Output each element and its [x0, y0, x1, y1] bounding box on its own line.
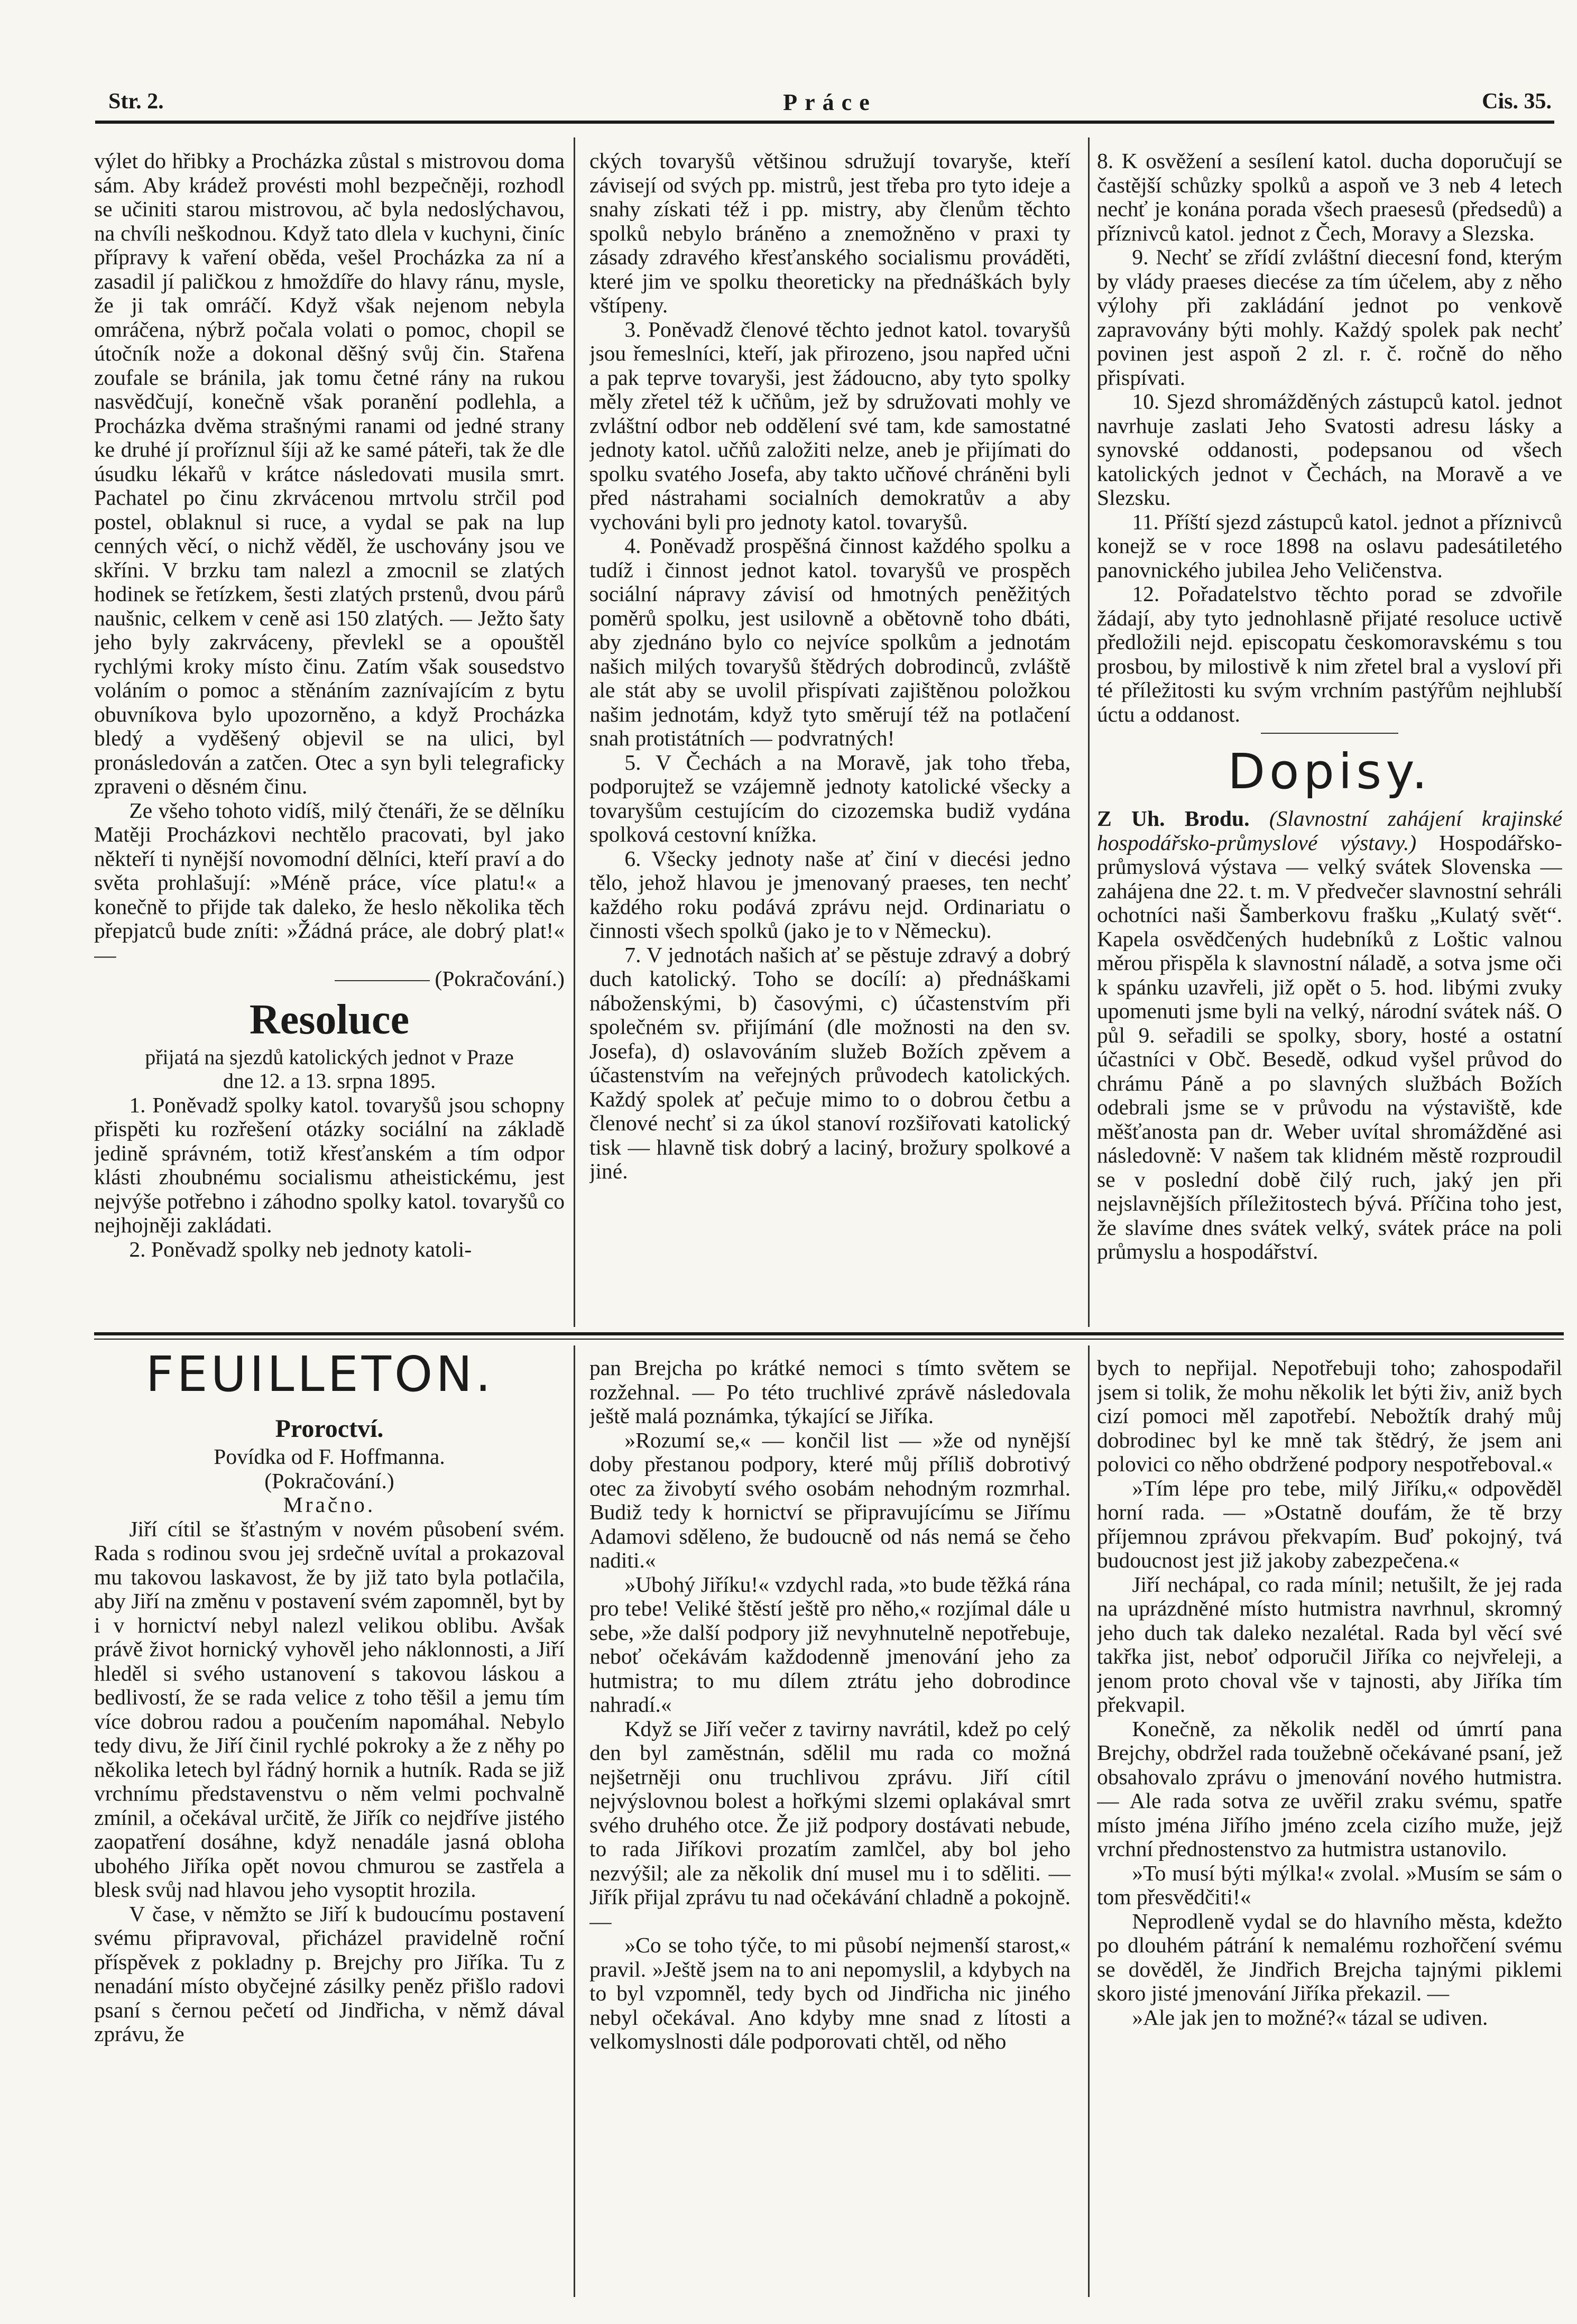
column-divider-1 — [574, 137, 575, 1327]
resolution-2: 2. Poněvadž spolky neb jednoty katoli- — [129, 1237, 472, 1261]
story-title: Proroctví. — [275, 1415, 384, 1443]
story-paragraph-8: bych to nepřijal. Nepotřebuji toho; zahospodařil jsem si tolik, že mohu několik let býti živ, aniž bych cizí pomoci měl zapotřebí. Nebožtík drahý můj dobrodinec byl ke mně tak štědrý, že jsem ani polovici co něho obdržené podpory nespotřeboval.« — [1097, 1356, 1562, 1476]
issue-number: Cis. 35. — [1482, 89, 1552, 114]
story-paragraph-4: »Rozumí se,« — končil list — »že od nynější doby přestanou podpory, které můj příliš dobrotivý otec za živobytí svého osobám nehodným rozmrhal. Budiž tedy k hornictví se připravujícímu se Jiřímu Adamovi sděleno, že budoucně od nás nemá se čeho naditi.« — [589, 1427, 1071, 1572]
column-3 — [1097, 149, 1562, 1331]
resolution-9: 9. Nechť se zřídí zvláštní diecesní fond, kterým by vlády praeses diecése za tím účelem, aby z něho výlohy při zakládání jednot po venkově zapravovány býti mohly. Každý spolek pak nechť povinen jest aspoň 2 zl. r. č. ročně do něho přispívati. — [1097, 245, 1562, 390]
feuilleton-divider-2 — [1088, 1345, 1090, 2297]
story-paragraph-2: V čase, v němžto se Jiří k budoucímu postavení svému připravoval, přicházel pravidelně roční příspěvek z pokladny p. Brejchy pro Jiříka. Tu z nenadání místo obyčejné zásilky peněz přišlo radovi psaní s černou pečetí od Jindřicha, v němž dával zprávu, že — [94, 1901, 565, 2046]
chapter-title: Mračno. — [283, 1492, 376, 1517]
story-author: Povídka od F. Hoffmanna. — [214, 1444, 445, 1469]
resoluce-subtitle-2: dne 12. a 13. srpna 1895. — [223, 1069, 436, 1093]
column-2 — [589, 149, 1071, 1331]
resolution-5: 5. V Čechách a na Moravě, jak toho třeba, podporujtež se vzájemně jednoty katolické všecky a tovaryšům cestujícím do cizozemska budiž vydána spolková cestovní knížka. — [589, 750, 1071, 846]
header-rule — [95, 121, 1554, 124]
resolution-4: 4. Poněvadž prospěšná činnost každého spolku a tudíž i činnost jednot katol. tovaryšů ve prospěch sociální nápravy závisí od hmotných peněžitých poměrů spolku, jest usilovně a obětovně toho dbáti, aby zjednáno bylo co nejvíce spolkům a jednotám našich milých tovaryšů štědrých dobrodinců, zvláště ale stát aby se uvolil přispívati zajištěnou položkou našim jednotám, když tyto směrují též na potlačení snah protistátních — podvratných! — [589, 533, 1071, 750]
column-divider-2 — [1088, 137, 1090, 1327]
story-paragraph-3: pan Brejcha po krátké nemoci s tímto světem se rozžehnal. — Po této truchlivé zprávě následovala ještě malá poznámka, týkající se Jiříka. — [589, 1356, 1071, 1428]
resolution-8: 8. K osvěžení a sesílení katol. ducha doporučují se častější schůzky spolků a aspoň ve 3 neb 4 letech nechť je konána porada všech praesesů (předsedů) a příznivců katol. jednot z Čech, Moravy a Slezska. — [1097, 149, 1562, 245]
story-paragraph-13: Neprodleně vydal se do hlavního města, kdežto po dlouhém pátrání k nemalému rozhořčení svému se dověděl, že Jindřich Brejcha tajnými piklemi skoro jisté jmenování Jiříka překazil. — — [1097, 1908, 1562, 2005]
resolution-11: 11. Příští sjezd zástupců katol. jednot a příznivců konejž se v roce 1898 na oslavu padesátiletého panovnického jubilea Jeho Veličenstva. — [1097, 509, 1562, 582]
newspaper-title: Práce — [783, 89, 877, 115]
crime-story-moral: Ze všeho tohoto vidíš, milý čtenáři, že se dělníku Matěji Procházkovi nechtělo pracovati, byl jako někteří ti nynější novomodní dělníci, kteří praví a do světa prohlašují: »Méně práce, více platu!« a konečně to přijde tak daleko, že heslo několika těch přepjatců bude zníti: »Žádná práce, ale dobrý plat!« — — [94, 798, 565, 967]
resolution-1: 1. Poněvadž spolky katol. tovaryšů jsou schopny přispěti ku rozřešení otázky sociální na základě jedině správném, totiž křesťanském a tím odpor klásti zhoubnému socialismu atheistickému, jest nejvýše potřebno i záhodno spolky katol. tovaryšů co nejhojněji zakládati. — [94, 1092, 565, 1237]
resolution-2-continued: ckých tovaryšů většinou sdružují tovaryše, kteří závisejí od svých pp. mistrů, jest třeba pro tyto ideje a snahy získati též i pp. mistry, aby členům těchto spolků nebylo bráněno a znemožněno v praxi ty zásady zdravého křesťanského socialismu prováděti, které jim ve spolku theoreticky na přednáškách byly vštípeny. — [589, 149, 1071, 317]
story-paragraph-10: Jiří nechápal, co rada mínil; netušilt, že jej rada na uprázdněné místo hutmistra navrhnul, skromný jeho duch tak daleko nezalétal. Rada byl věcí své takřka jist, neboť odporučil Jiříka co nejvřeleji, a jenom proto choval vše v tajnosti, aby Jiříka tím překvapil. — [1097, 1572, 1562, 1717]
dopis-uh-brod: Z Uh. Brodu. (Slavnostní zahájení krajinské hospodářsko-průmyslové výstavy.) Hospodářsko-průmyslová výstava — velký svátek Slovenska — zahájena dne 22. t. m. V předvečer slavnostní sehráli ochotníci naši Šamberkovu frašku „Kulatý svět“. Kapela osvědčených hudebníků z Loštic valnou měrou přispěla k slavnostní náladě, a sotva jsme oči k spánku uzavřeli, již opět o 5. hod. libými zvuky upomenuti jsme byli na velký, národní svátek náš. O půl 9. seřadili se spolky, sbory, hosté a ostatní účastníci v Obč. Besedě, odkud vyšel průvod do chrámu Páně a po slavných službách Božích odebrali jsme se v průvodu na výstaviště, kde měšťanosta pan dr. Weber uvítal shromážděné asi následovně: V našem tak klidném městě rozproudil se v poslední době čilý ruch, jaký jen při nejslavnějších příležitostech bývá. Příčina toho jest, že slavíme dnes svátek velký, svátek práce na poli průmyslu a hospodářství. — [1097, 806, 1562, 1264]
feuilleton-rule-thin — [94, 1339, 1564, 1340]
resolution-12: 12. Pořadatelstvo těchto porad se zdvořile žádají, aby tyto jednohlasně přijaté resoluce uctivě předložili nejd. episcopatu českomoravskému s tou prosbou, by milostivě k nim zřetel bral a vysloví při té příležitosti ku svým vrchním pastýřům nejhlubší úctu a oddanost. — [1097, 582, 1562, 726]
column-1 — [94, 149, 565, 1331]
feuilleton-rule — [94, 1332, 1564, 1335]
story-paragraph-11: Konečně, za několik neděl od úmrtí pana Brejchy, obdržel rada toužebně očekávané psaní, jež obsahovalo zprávu o jmenování nového hutmistra. — Ale rada sotva ze uvěřil zraku svému, spatře místo jména Jiřího jméno zcela cizího muže, jejž vrchní přednostenstvo za hutmistra ustanovilo. — [1097, 1716, 1562, 1861]
story-continued: (Pokračování.) — [264, 1468, 394, 1493]
resolution-3: 3. Poněvadž členové těchto jednot katol. tovaryšů jsou řemeslníci, kteří, jak přirozeno, jsou napřed učni a pak teprve tovaryši, jest žádoucno, aby tyto spolky měly zřetel též k učňům, jež by sdružovati mohly ve zvláštní odbor neb oddělení své tam, kde samostatné jednoty katol. učňů založiti nelze, aneb je přijímati do spolku svatého Josefa, aby takto učňové chráněni byli před nástrahami socialních demokratův a aby vychováni byli pro jednoty katol. tovaryšů. — [589, 317, 1071, 534]
resoluce-subtitle-1: přijatá na sjezdů katolických jednot v Praze — [145, 1045, 514, 1069]
story-paragraph-14: »Ale jak jen to možné?« tázal se udiven. — [1132, 2005, 1488, 2030]
story-paragraph-9: »Tím lépe pro tebe, milý Jiříku,« odpověděl horní rada. — »Ostatně doufám, že tě brzy příjemnou zprávou překvapím. Buď pokojný, tvá budoucnost jest již jakoby zabezpečena.« — [1097, 1475, 1562, 1572]
feuilleton-divider-1 — [574, 1345, 575, 2297]
story-paragraph-6: Když se Jiří večer z tavirny navrátil, kdež po celý den byl zaměstnán, sdělil mu rada co možná nejšetrněji onu truchlivou zprávu. Jiří cítil nejvýslovnou bolest a hořkými slzemi oplakával smrt svého druhého otce. Že již podpory dostávati nebude, to rada Jiříkovi prozatím zamlčel, aby bol jeho nezvýšil; ale za několik dní musel mu i to sděliti. — Jiřík přijal zprávu tu nad očekávání chladně a pokojně. — — [589, 1716, 1071, 1933]
resolution-7: 7. V jednotách našich ať se pěstuje zdravý a dobrý duch katolický. Toho se docílí: a) přednáškami náboženskými, b) časovými, c) účastenstvím při společném sv. přijímání (dle možnosti na den sv. Josefa), d) oslavováním služeb Božích zpěvem a účastenstvím na veřejných průvodech katolických. Každý spolek ať pečuje mimo to o dobrou četbu a členové nechť si za úkol stanoví rozšiřovati katolický tisk — hlavně tisk dobrý a laciný, brožury spolkové a jiné. — [589, 942, 1071, 1183]
story-paragraph-7: »Co se toho týče, to mi působí nejmenší starost,« pravil. »Ještě jsem na to ani nepomyslil, a kdybych na to byl vzpomněl, tedy bych od Jindřicha nic jiného nebyl očekával. Ano kdyby mne snad z lítosti a velkomyslnosti dále podporovati chtěl, od něho — [589, 1933, 1071, 2053]
story-paragraph-1: Jiří cítil se šťastným v novém působení svém. Rada s rodinou svou jej srdečně uvítal a prokazoval mu takovou laskavost, že by již tato byla potlačila, aby Jiří na změnu v postavení svém zapomněl, byt by i v hornictví nebyl nalezl velikou oblibu. Avšak právě život hornický vyhověl jeho náklonnosti, a Jiří hleděl si svého ustanovení s takovou láskou a bedlivostí, že se rada velice z toho těšil a jemu tím více dobrou radou a poučením napomáhal. Nebylo tedy divu, že Jiří činil rychlé pokroky a že z něhy po několika letech byl řádný hornik a hutník. Rada se již vrchnímu představenstvu o něm velmi pochvalně zmínil, a očekával určitě, že Jiřík co nejdříve jistého zaopatření dosáhne, když nenadále jasná obloha ubohého Jiříka opět novou chmurou se zastřela a blesk svůj nad hlavou jeho vysoptit hrozila. — [94, 1516, 565, 1902]
feuilleton-column-1 — [94, 1409, 565, 2318]
feuilleton-heading: FEUILLETON. — [145, 1346, 494, 1403]
feuilleton-column-2 — [589, 1356, 1071, 2318]
story-paragraph-5: »Ubohý Jiříku!« vzdychl rada, »to bude těžká rána pro tebe! Veliké štěstí ještě pro něho,« rozjímal dále u sebe, »že další podpory již nevyhnutelně nepotřebuje, neboť očekávám každodenně jmenování jeho za hutmistra; to mu dílem ztrátu jeho dobrodince nahradí.« — [589, 1572, 1071, 1717]
section-rule — [1261, 733, 1398, 734]
crime-story-text: výlet do hřibky a Procházka zůstal s mistrovou doma sám. Aby krádež provésti mohl bezpečněji, rozhodl se učiniti starou mistrovou, ač byla nedoslýchavou, na chvíli neškodnou. Když tato dlela v kuchyni, činíc přípravy k vaření oběda, vešel Procházka za ní a zasadil jí paličkou z hmoždíře do hlavy ránu, mysle, že ji tak omráčí. Když však nejenom nebyla omráčena, nýbrž počala volati o pomoc, chopil se útočník nože a dokonal děšný svůj čin. Stařena zoufale se bránila, jak tomu četné rány na rukou nasvědčují, konečně však poranění podlehla, a Procházka dvěma strašnými ranami od jedné strany ke druhé jí proříznul šíji až ke samé páteři, tak že dle úsudku lékařů v krátce následovati musila smrt. Pachatel po činu zkrvácenou mrtvolu strčil pod postel, oblaknul si ruce, a vydal se pak na lup cenných věcí, o nichž věděl, že uschovány jsou ve skříni. V brzku tam nalezl a zmocnil se zlatých hodinek se řetízkem, šesti zlatých prstenů, dvou párů naušnic, celkem v ceně asi 150 zlatých. — Ježto šaty jeho byly zakrváceny, převlekl se a opouštěl rychlými kroky místo činu. Zatím však sousedstvo voláním o pomoc a stěnáním zaznívajícím z bytu obuvníkova bylo upozorněno, a když Procházka bledý a vyděšený objevil se na ulici, byl pronásledován a zatčen. Otec a syn byli telegraficky zpraveni o děsném činu. — [94, 149, 565, 798]
continued-note: (Pokračování.) — [94, 967, 565, 991]
resoluce-title: Resoluce — [249, 996, 410, 1043]
resolution-10: 10. Sjezd shromážděných zástupců katol. jednot navrhuje zaslati Jeho Svatosti adresu lásky a synovské oddanosti, podepsanou od všech katolických jednot v Čechách, na Moravě a ve Slezsku. — [1097, 389, 1562, 510]
page-number: Str. 2. — [108, 89, 164, 114]
resolution-6: 6. Všecky jednoty naše ať činí v diecési jedno tělo, jehož hlavou je jmenovaný praeses, ten nechť každého roku podává zprávu nejd. Ordinariatu o činnosti všech spolků (jako je to v Německu). — [589, 846, 1071, 943]
dopisy-heading: Dopisy. — [1228, 743, 1432, 800]
feuilleton-column-3 — [1097, 1356, 1562, 2318]
story-paragraph-12: »To musí býti mýlka!« zvolal. »Musím se sám o tom přesvědčiti!« — [1097, 1860, 1562, 1909]
